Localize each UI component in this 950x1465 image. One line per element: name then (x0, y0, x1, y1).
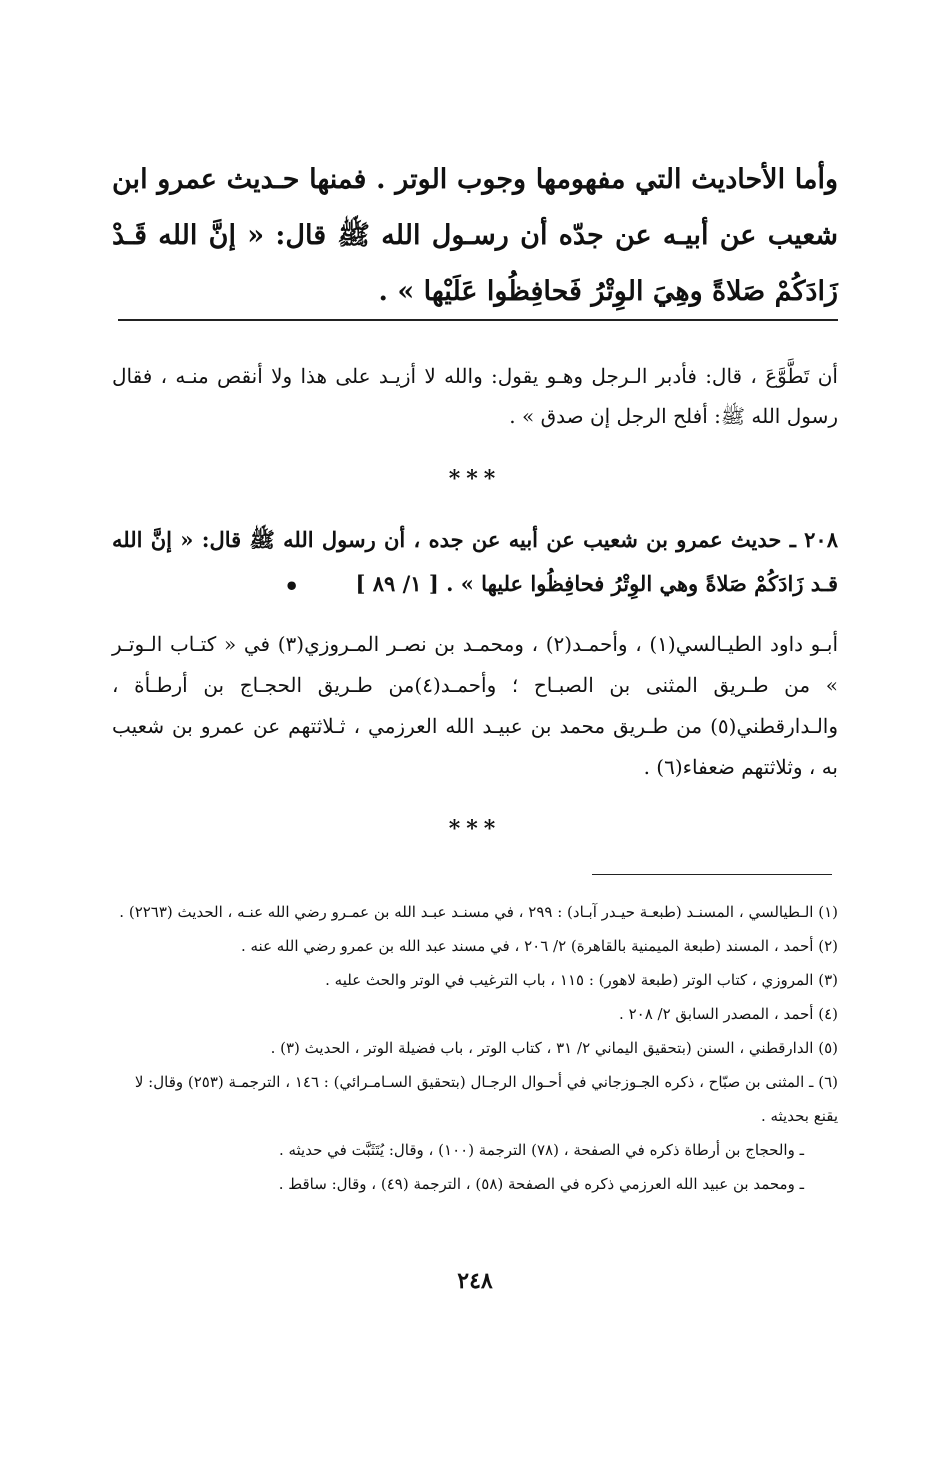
hadith-entry-paragraph: ٢٠٨ ـ حديث عمرو بن شعيب عن أبيه عن جده ، أن رسول الله ﷺ قال: « إنَّ الله قـد زَادَكُمْ صَلاةً وهي الوِتْرُ فحافِظُوا عليها » . [ ١/ ٨٩ ] (112, 527, 838, 596)
footnote-subitem: ـ ومحمد بن عبيد الله العرزمي ذكره في الصفحة (٥٨) ، الترجمة (٤٩) ، وقال: ساقط . (278, 1175, 804, 1193)
heading-paragraph: وأما الأحاديث التي مفهومها وجوب الوتر . فمنها حـديث عمرو ابن شعيب عن أبيـه عن جدّه أن رسـول الله ﷺ قال: « إنَّ الله قَـدْ زَادَكُمْ صَلاةً وهِيَ الوِتْرُ فَحافِظُوا عَلَيْها » . (112, 164, 838, 307)
footnote-item: (٥) الدارقطني ، السنن (بتحقيق اليماني ٢/ ٣١ ، كتاب الوتر ، باب فضيلة الوتر ، الحديث (٣) . (270, 1039, 838, 1057)
takhrij-paragraph: أبـو داود الطيـالسي(١) ، وأحمـد(٢) ، ومحمـد بن نصـر المـروزي(٣) في « كتـاب الـوتـر » من طـريق المثنى بن الصبـاح ؛ وأحمـد(٤)من طـريق الحجـاج بن أرطـأة ، والـدارقطني(٥) من طـريق محمد بن عبيـد الله العرزمي ، ثـلاثتهم عن عمرو بن شعيب به ، وثلاثتهم ضعفاء(٦) . (112, 632, 838, 779)
footnote-item: (١) الـطيالسي ، المسنـد (طبعـة حيـدر آبـاد) : ٢٩٩ ، في مسنـد عبـد الله بن عمـرو رضي الله عنـه ، الحديث (٢٢٦٣) . (119, 903, 838, 921)
separator-asterisks: *** (448, 466, 502, 492)
footnote-divider (592, 874, 832, 875)
footnote-subitem: ـ والحجاج بن أرطاة ذكره في الصفحة ، (٧٨) الترجمة (١٠٠) ، وقال: يُتَثَبَّت في حديثه . (278, 1141, 804, 1159)
footnotes (112, 895, 838, 1201)
separator-asterisks: *** (448, 816, 502, 842)
footnote-item: (٣) المروزي ، كتاب الوتر (طبعة لاهور) : ١١٥ ، باب الترغيب في الوتر والحث عليه . (325, 971, 838, 989)
footnote-item: (٢) أحمد ، المسند (طبعة الميمنية بالقاهرة) ٢/ ٢٠٦ ، في مسند عبد الله بن عمرو رضي الله عنه . (240, 937, 838, 955)
section-divider (118, 319, 838, 321)
footnote-item: (٦) ـ المثنى بن صبّاح ، ذكره الجـوزجاني في أحـوال الرجـال (بتحقيق السـامـرائي) : ١٤٦ ، الترجمـة (٢٥٣) وقال: لا يقنع بحديثه . (134, 1073, 838, 1125)
continuation-paragraph: أن تَطَّوَّعَ ، قال: فأدبر الـرجل وهـو يقول: والله لا أزيـد على هذا ولا أنقص منـه ، فقال رسول الله ﷺ: أفلح الرجل إن صدق » . (112, 364, 838, 428)
page-number: ٢٤٨ (457, 1268, 493, 1294)
entry-dot: • (284, 572, 300, 601)
footnote-item: (٤) أحمد ، المصدر السابق ٢/ ٢٠٨ . (619, 1005, 838, 1023)
